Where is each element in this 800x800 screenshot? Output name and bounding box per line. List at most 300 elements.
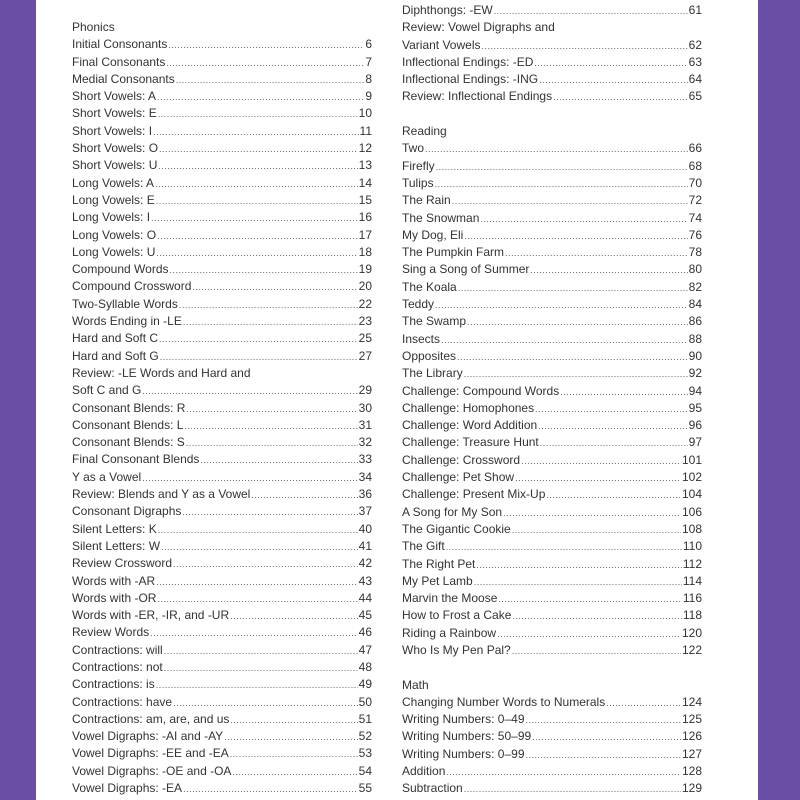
dot-leader: [515, 470, 681, 486]
section-spacer: [402, 106, 702, 123]
dot-leader: [464, 366, 688, 382]
toc-entry-title: The Koala: [402, 279, 457, 294]
toc-entry[interactable]: [402, 71, 702, 88]
toc-entry-page: 62: [688, 37, 702, 52]
toc-entry-page: 12: [358, 141, 372, 156]
toc-entry-title: Long Vowels: E: [72, 192, 155, 207]
contents-column-right: [402, 2, 702, 798]
toc-entry-page: 33: [358, 452, 372, 467]
dot-leader: [230, 712, 357, 728]
toc-entry-page: 114: [682, 573, 702, 588]
toc-entry[interactable]: [72, 313, 372, 330]
section-heading: Math: [402, 677, 429, 692]
dot-leader: [539, 72, 688, 88]
dot-leader: [476, 557, 681, 573]
toc-entry[interactable]: [402, 728, 702, 745]
toc-entry[interactable]: [72, 780, 372, 797]
toc-entry-page: 8: [365, 71, 372, 86]
toc-entry[interactable]: [402, 279, 702, 296]
toc-entry-title: Opposites: [402, 348, 457, 363]
toc-entry-title: How to Frost a Cake: [402, 608, 512, 623]
toc-entry-title: Compound Crossword: [72, 279, 192, 294]
dot-leader: [606, 695, 681, 711]
toc-entry[interactable]: [72, 642, 372, 659]
dot-leader: [446, 764, 681, 780]
dot-leader: [464, 781, 681, 797]
toc-entry-page: 68: [688, 158, 702, 173]
dot-leader: [474, 574, 682, 590]
toc-entry-title: Final Consonants: [72, 54, 166, 69]
toc-entry[interactable]: [402, 694, 702, 711]
toc-entry[interactable]: [72, 105, 372, 122]
toc-entry[interactable]: [402, 348, 702, 365]
toc-entry[interactable]: [72, 140, 372, 157]
toc-entry[interactable]: [402, 434, 702, 451]
toc-entry[interactable]: [72, 676, 372, 693]
toc-entry[interactable]: [72, 521, 372, 538]
dot-leader: [512, 522, 681, 538]
dot-leader: [532, 729, 681, 745]
toc-entry[interactable]: [72, 54, 372, 71]
toc-entry[interactable]: [72, 227, 372, 244]
toc-entry-title: Medial Consonants: [72, 71, 175, 86]
dot-leader: [150, 625, 358, 641]
toc-entry[interactable]: [72, 590, 372, 607]
toc-entry-page: 101: [681, 452, 702, 467]
dot-leader: [230, 746, 358, 762]
toc-entry[interactable]: [402, 227, 702, 244]
toc-entry[interactable]: [402, 400, 702, 417]
dot-leader: [173, 556, 358, 572]
toc-entry-page: 23: [358, 314, 372, 329]
dot-leader: [151, 210, 358, 226]
toc-entry[interactable]: [402, 365, 702, 382]
toc-entry-title: Long Vowels: I: [72, 210, 151, 225]
dot-leader: [156, 574, 358, 590]
toc-entry-title: Review Crossword: [72, 556, 173, 571]
dot-leader: [160, 349, 358, 365]
toc-entry[interactable]: [402, 780, 702, 797]
toc-entry-title: Who Is My Pen Pal?: [402, 642, 511, 657]
toc-entry[interactable]: [402, 538, 702, 555]
toc-entry-title: Long Vowels: A: [72, 175, 155, 190]
dot-leader: [503, 505, 681, 521]
toc-entry-page: 14: [358, 175, 372, 190]
toc-entry[interactable]: [72, 244, 372, 261]
toc-entry-title: Diphthongs: -EW: [402, 3, 493, 17]
toc-entry-title: Challenge: Treasure Hunt: [402, 435, 539, 450]
toc-entry-title: The Pumpkin Farm: [402, 245, 505, 260]
toc-entry-title: Teddy: [402, 297, 435, 312]
toc-entry-title: Tulips: [402, 175, 434, 190]
dot-leader: [158, 522, 358, 538]
toc-entry-page: 72: [688, 193, 702, 208]
toc-entry[interactable]: [402, 261, 702, 278]
toc-entry[interactable]: [402, 763, 702, 780]
toc-entry-page: 63: [688, 54, 702, 69]
toc-entry-page: 118: [682, 608, 702, 623]
toc-entry-page: 108: [681, 521, 702, 536]
toc-entry[interactable]: [402, 711, 702, 728]
toc-entry[interactable]: [402, 469, 702, 486]
dot-leader: [158, 158, 357, 174]
toc-entry-title: Firefly: [402, 158, 435, 173]
toc-entry-title: Challenge: Homophones: [402, 400, 535, 415]
toc-entry-title: Vowel Digraphs: -EE and -EA: [72, 746, 229, 761]
toc-entry-page: 92: [688, 366, 702, 381]
toc-entry-page: 94: [688, 383, 702, 398]
toc-entry-title: Short Vowels: E: [72, 106, 157, 121]
toc-entry-page: 116: [682, 591, 702, 606]
toc-entry-page: 31: [358, 417, 372, 432]
toc-entry[interactable]: [72, 417, 372, 434]
toc-entry-title: Y as a Vowel: [72, 469, 142, 484]
toc-entry[interactable]: [72, 451, 372, 468]
toc-entry[interactable]: [72, 486, 372, 503]
toc-entry-title: Initial Consonants: [72, 37, 168, 52]
toc-entry-title: Contractions: have: [72, 694, 173, 709]
toc-entry-page: 125: [681, 712, 702, 727]
toc-entry-title: Vowel Digraphs: -EA: [72, 781, 183, 796]
dot-leader: [159, 141, 358, 157]
toc-entry-title: Short Vowels: U: [72, 158, 158, 173]
toc-entry[interactable]: [72, 278, 372, 295]
toc-entry-title: The Gigantic Cookie: [402, 521, 511, 536]
dot-leader: [535, 401, 688, 417]
toc-entry-page: 10: [358, 106, 372, 121]
toc-entry[interactable]: [72, 607, 372, 624]
toc-entry-page: 42: [358, 556, 372, 571]
toc-entry[interactable]: [402, 296, 702, 313]
toc-entry-title: Riding a Rainbow: [402, 625, 497, 640]
dot-leader: [183, 314, 358, 330]
toc-entry-page: 106: [681, 504, 702, 519]
toc-entry-title: Challenge: Word Addition: [402, 418, 538, 433]
toc-entry[interactable]: [72, 728, 372, 745]
dot-leader: [482, 38, 688, 54]
toc-entry[interactable]: [72, 71, 372, 88]
dot-leader: [251, 487, 357, 503]
toc-entry[interactable]: [402, 19, 702, 36]
toc-entry[interactable]: [402, 37, 702, 54]
toc-entry-title: Long Vowels: O: [72, 227, 157, 242]
toc-entry[interactable]: [402, 88, 702, 105]
dot-leader: [155, 176, 358, 192]
dot-leader: [458, 280, 688, 296]
toc-entry-page: 19: [358, 262, 372, 277]
toc-entry-title: Insects: [402, 331, 441, 346]
dot-leader: [164, 643, 358, 659]
dot-leader: [464, 228, 687, 244]
dot-leader: [526, 747, 681, 763]
toc-entry[interactable]: [402, 642, 702, 659]
toc-entry[interactable]: [72, 538, 372, 555]
toc-entry[interactable]: [72, 330, 372, 347]
toc-entry-title: Review: Vowel Digraphs and: [402, 20, 555, 35]
toc-entry-title: The Library: [402, 366, 463, 381]
section-heading: Phonics: [72, 20, 115, 34]
toc-entry[interactable]: [402, 452, 702, 469]
toc-entry[interactable]: [402, 175, 702, 192]
toc-entry-title: Challenge: Present Mix-Up: [402, 487, 546, 502]
toc-entry[interactable]: [402, 521, 702, 538]
toc-entry[interactable]: [402, 417, 702, 434]
dot-leader: [164, 660, 358, 676]
toc-entry[interactable]: [402, 313, 702, 330]
dot-leader: [452, 193, 688, 209]
toc-entry-title: Consonant Digraphs: [72, 504, 182, 519]
toc-entry[interactable]: [72, 123, 372, 140]
dot-leader: [497, 626, 681, 642]
dot-leader: [480, 211, 687, 227]
toc-entry-title: Sing a Song of Summer: [402, 262, 530, 277]
dot-leader: [179, 297, 358, 313]
dot-leader: [530, 262, 687, 278]
contents-page: [36, 0, 758, 800]
toc-entry[interactable]: [72, 573, 372, 590]
dot-leader: [560, 384, 687, 400]
dot-leader: [498, 591, 681, 607]
toc-entry[interactable]: [402, 607, 702, 624]
toc-entry-title: Contractions: will: [72, 642, 163, 657]
toc-entry[interactable]: [402, 556, 702, 573]
toc-entry-page: 37: [358, 504, 372, 519]
toc-entry[interactable]: [72, 209, 372, 226]
toc-entry-page: 102: [681, 470, 702, 485]
toc-entry-page: 52: [358, 729, 372, 744]
toc-entry-title: Contractions: not: [72, 659, 163, 674]
toc-entry[interactable]: [72, 261, 372, 278]
toc-entry[interactable]: [72, 382, 372, 399]
dot-leader: [170, 262, 358, 278]
toc-entry-title: Hard and Soft G: [72, 348, 159, 363]
dot-leader: [441, 332, 688, 348]
toc-entry[interactable]: [402, 54, 702, 71]
toc-entry-title: Long Vowels: U: [72, 244, 156, 259]
dot-leader: [153, 124, 358, 140]
toc-entry-page: 13: [358, 158, 372, 173]
toc-entry-title: Addition: [402, 764, 446, 779]
dot-leader: [182, 504, 357, 520]
toc-entry-title: Two-Syllable Words: [72, 296, 178, 311]
toc-entry-title: Marvin the Moose: [402, 591, 498, 606]
toc-entry-title: Writing Numbers: 0–49: [402, 712, 525, 727]
toc-entry-title: Words with -AR: [72, 573, 156, 588]
dot-leader: [173, 695, 358, 711]
dot-leader: [457, 349, 688, 365]
dot-leader: [200, 452, 357, 468]
dot-leader: [553, 89, 688, 105]
toc-entry-page: 88: [688, 331, 702, 346]
toc-entry-page: 90: [688, 348, 702, 363]
toc-entry[interactable]: [72, 348, 372, 365]
toc-entry[interactable]: [72, 763, 372, 780]
toc-entry-page: 49: [358, 677, 372, 692]
toc-entry-page: 82: [688, 279, 702, 294]
toc-entry[interactable]: [72, 434, 372, 451]
toc-entry[interactable]: [402, 2, 702, 19]
toc-entry-page: 95: [688, 400, 702, 415]
toc-entry-page: 11: [359, 123, 372, 138]
toc-entry-title: Words with -OR: [72, 590, 157, 605]
toc-entry-page: 22: [358, 296, 372, 311]
dot-leader: [521, 453, 681, 469]
toc-entry-title: Review: -LE Words and Hard and: [72, 365, 251, 380]
toc-entry-title: My Pet Lamb: [402, 573, 473, 588]
toc-entry[interactable]: [72, 503, 372, 520]
dot-leader: [184, 418, 357, 434]
toc-entry-page: 61: [688, 3, 702, 17]
toc-entry-page: 80: [688, 262, 702, 277]
toc-entry-page: 54: [358, 763, 372, 778]
toc-entry[interactable]: [72, 175, 372, 192]
toc-entry-page: 45: [358, 608, 372, 623]
toc-entry-title: Soft C and G: [72, 383, 142, 398]
toc-entry-page: 18: [358, 244, 372, 259]
section-heading: Reading: [402, 124, 447, 139]
toc-entry-title: Contractions: am, are, and us: [72, 711, 230, 726]
toc-entry-page: 40: [358, 521, 372, 536]
toc-entry-title: Challenge: Pet Show: [402, 470, 515, 485]
toc-entry[interactable]: [402, 140, 702, 157]
toc-entry-page: 6: [365, 37, 372, 52]
toc-entry[interactable]: [72, 36, 372, 53]
toc-entry-title: The Gift: [402, 539, 445, 554]
toc-entry-page: 30: [358, 400, 372, 415]
toc-entry[interactable]: [72, 469, 372, 486]
toc-entry-title: Subtraction: [402, 781, 463, 796]
toc-entry-title: A Song for My Son: [402, 504, 503, 519]
toc-entry-title: Words with -ER, -IR, and -UR: [72, 608, 230, 623]
dot-leader: [157, 89, 364, 105]
toc-entry[interactable]: [402, 590, 702, 607]
dot-leader: [538, 418, 687, 434]
toc-entry-title: Silent Letters: K: [72, 521, 157, 536]
toc-entry-title: Vowel Digraphs: -AI and -AY: [72, 729, 224, 744]
toc-entry-page: 78: [688, 245, 702, 260]
dot-leader: [540, 435, 688, 451]
toc-entry-title: Review Words: [72, 625, 150, 640]
dot-leader: [142, 383, 357, 399]
toc-entry-page: 43: [358, 573, 372, 588]
dot-leader: [505, 245, 688, 261]
toc-entry[interactable]: [402, 625, 702, 642]
dot-leader: [494, 3, 688, 19]
dot-leader: [161, 539, 358, 555]
toc-entry-page: 46: [358, 625, 372, 640]
dot-leader: [232, 764, 357, 780]
dot-leader: [512, 643, 681, 659]
toc-entry[interactable]: [402, 210, 702, 227]
dot-leader: [446, 539, 682, 555]
toc-entry-title: The Rain: [402, 193, 451, 208]
toc-entry-page: 66: [688, 141, 702, 156]
toc-entry-title: Short Vowels: A: [72, 89, 157, 104]
toc-entry-page: 32: [358, 435, 372, 450]
toc-entry[interactable]: [402, 331, 702, 348]
toc-entry[interactable]: [402, 486, 702, 503]
toc-entry-page: 76: [688, 227, 702, 242]
toc-entry[interactable]: [72, 694, 372, 711]
toc-entry-page: 15: [358, 192, 372, 207]
toc-entry[interactable]: [402, 158, 702, 175]
toc-entry[interactable]: [72, 365, 372, 382]
toc-entry[interactable]: [402, 746, 702, 763]
toc-entry-page: 17: [358, 227, 372, 242]
dot-leader: [157, 228, 358, 244]
toc-entry-page: 126: [681, 729, 702, 744]
toc-entry-page: 29: [358, 383, 372, 398]
toc-entry-title: The Snowman: [402, 210, 480, 225]
toc-entry-title: My Dog, Eli: [402, 227, 464, 242]
dot-leader: [157, 591, 357, 607]
toc-entry-page: 16: [358, 210, 372, 225]
toc-entry[interactable]: [402, 504, 702, 521]
toc-entry[interactable]: [72, 555, 372, 572]
toc-entry-title: Inflectional Endings: -ING: [402, 72, 539, 87]
toc-entry[interactable]: [72, 88, 372, 105]
toc-entry-page: 41: [358, 538, 372, 553]
toc-entry-page: 110: [682, 539, 702, 554]
toc-entry-title: The Swamp: [402, 314, 467, 329]
toc-entry-page: 122: [681, 642, 702, 657]
toc-entry-title: Silent Letters: W: [72, 538, 161, 553]
toc-entry-page: 120: [681, 625, 702, 640]
toc-entry-page: 7: [365, 54, 372, 69]
toc-entry[interactable]: [72, 745, 372, 762]
page-border-left: [0, 0, 36, 800]
dot-leader: [156, 245, 357, 261]
toc-entry[interactable]: [72, 624, 372, 641]
toc-entry-title: Hard and Soft C: [72, 331, 159, 346]
toc-entry-title: Challenge: Crossword: [402, 452, 521, 467]
toc-entry-title: Final Consonant Blends: [72, 452, 200, 467]
toc-entry-title: Writing Numbers: 0–99: [402, 746, 525, 761]
dot-leader: [436, 159, 688, 175]
toc-entry[interactable]: [402, 192, 702, 209]
toc-entry-title: Review: Blends and Y as a Vowel: [72, 487, 251, 502]
toc-entry-page: 74: [688, 210, 702, 225]
toc-entry-page: 55: [358, 781, 372, 796]
toc-entry-page: 96: [688, 418, 702, 433]
toc-entry[interactable]: [402, 573, 702, 590]
toc-entry[interactable]: [72, 192, 372, 209]
toc-entry[interactable]: [72, 711, 372, 728]
toc-entry[interactable]: [402, 383, 702, 400]
dot-leader: [183, 781, 358, 797]
toc-entry-title: Inflectional Endings: -ED: [402, 54, 534, 69]
contents-column-left: [72, 19, 372, 797]
toc-entry[interactable]: [72, 157, 372, 174]
toc-entry[interactable]: [72, 659, 372, 676]
toc-entry-page: 128: [681, 764, 702, 779]
dot-leader: [186, 435, 358, 451]
toc-entry[interactable]: [402, 244, 702, 261]
toc-entry-title: Consonant Blends: S: [72, 435, 185, 450]
dot-leader: [192, 279, 357, 295]
dot-leader: [186, 401, 357, 417]
dot-leader: [534, 55, 687, 71]
dot-leader: [546, 487, 681, 503]
toc-entry[interactable]: [72, 400, 372, 417]
toc-entry-page: 112: [682, 556, 702, 571]
dot-leader: [142, 470, 357, 486]
toc-entry-page: 84: [688, 297, 702, 312]
toc-entry-title: Contractions: is: [72, 677, 155, 692]
dot-leader: [156, 193, 358, 209]
toc-entry[interactable]: [72, 296, 372, 313]
dot-leader: [158, 106, 358, 122]
